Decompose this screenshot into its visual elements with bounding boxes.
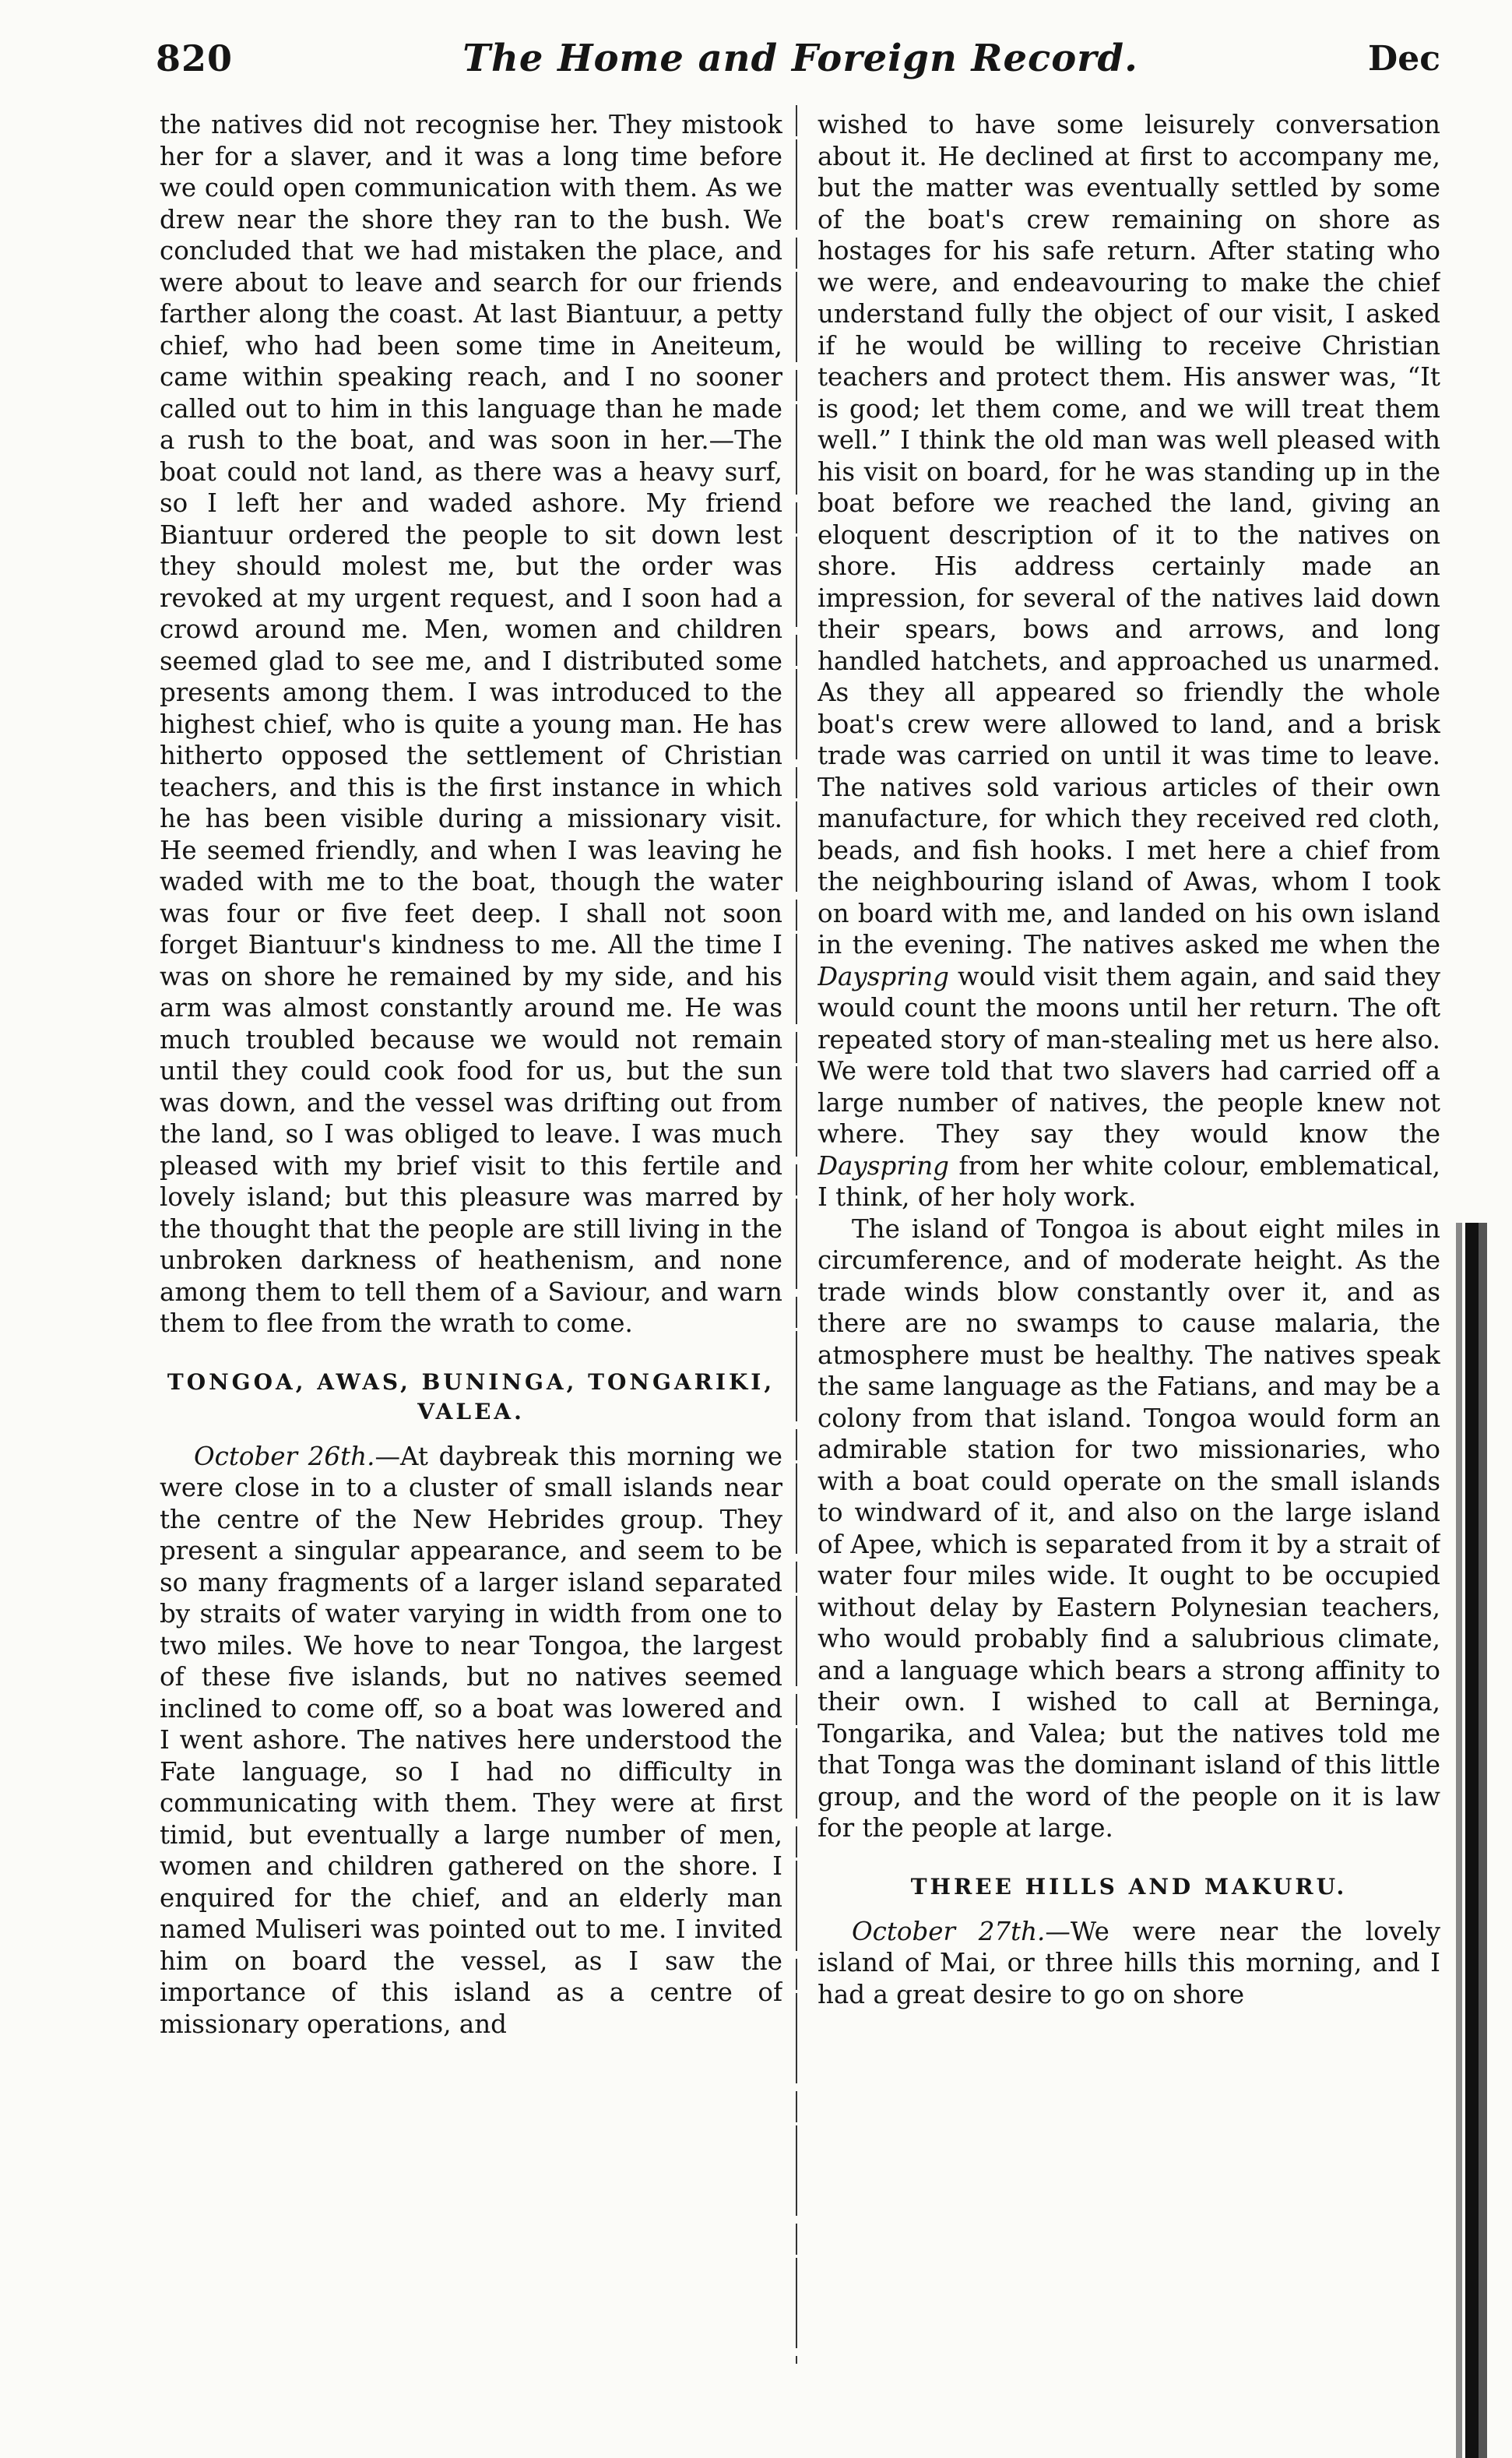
right-paragraph-1-part-c: from her white colour, emblematical, I think, of her holy work. xyxy=(818,1150,1440,1212)
section-heading-tongoa: TONGOA, AWAS, BUNINGA, TONGARIKI, VALEA. xyxy=(167,1368,775,1424)
month-abbreviation: Dec xyxy=(1368,38,1440,79)
page-header xyxy=(156,23,1440,93)
page-number: 820 xyxy=(156,37,234,79)
running-title: The Home and Foreign Record. xyxy=(462,37,1138,80)
right-column xyxy=(818,109,1440,2411)
ship-name-dayspring: Dayspring xyxy=(818,961,949,991)
date-october-27: October 27th. xyxy=(852,1916,1046,1946)
binding-edge xyxy=(1465,1223,1487,2458)
right-paragraph-3-body: —We were near the lovely island of Mai, or three hills this morning, and I had a great desire to go on shore xyxy=(818,1916,1440,2009)
binding-edge-shadow xyxy=(1456,1223,1462,2458)
date-october-26: October 26th. xyxy=(194,1441,375,1471)
left-paragraph-2 xyxy=(160,1441,782,2041)
section-heading-three-hills: THREE HILLS AND MAKURU. xyxy=(910,1873,1348,1900)
right-paragraph-1-part-b: would visit them again, and said they would count the moons until her return. The oft repeated story of man-stealing met us here also. We were told that two slavers had carried off a large number of natives, the people knew not where. They say they would know the xyxy=(818,961,1440,1149)
right-paragraph-1 xyxy=(818,109,1440,1213)
right-paragraph-2: The island of Tongoa is about eight miles in circumference, and of moderate height. As the trade winds blow constantly over it, and as there are no swamps to cause malaria, the atmosphere must be healthy. The natives speak the same language as the Fatians, and may be a colony from that island. Tongoa would form an admirable station for two missionaries, who with a boat could operate on the small islands to windward of it, and also on the large island of Apee, which is separated from it by a strait of water four miles wide. It ought to be occupied without delay by Eastern Polynesian teachers, who would probably find a salubrious climate, and a language which bears a strong affinity to their own. I wished to call at Berninga, Tongarika, and Valea; but the natives told me that Tonga was the dominant island of this little group, and the word of the people on it is law for the people at large. xyxy=(818,1213,1440,1843)
right-paragraph-1-part-a: wished to have some leisurely conversation about it. He declined at first to accompany me, but the matter was eventually settled by some of the boat's crew remaining on shore as hostages for his safe return. After stating who we were, and endeavouring to make the chief understand fully the object of our visit, I asked if he would be willing to receive Christian teachers and protect them. His answer was, “It is good; let them come, and we will treat them well.” I think the old man was well pleased with his visit on board, for he was standing up in the boat before we reached the land, giving an eloquent description of it to the natives on shore. His address certainly made an impression, for several of the natives laid down their spears, bows and arrows, and long handled hatchets, and approached us unarmed. As they all appeared so friendly the whole boat's crew were allowed to land, and a brisk trade was carried on until it was time to leave. The natives sold various articles of their own manufacture, for which they received red cloth, beads, and fish hooks. I met here a chief from the neighbouring island of Awas, whom I took on board with me, and landed on his own island in the evening. The natives asked me when the xyxy=(818,110,1440,960)
ship-name-dayspring-2: Dayspring xyxy=(818,1150,949,1181)
column-divider xyxy=(796,105,797,2364)
left-paragraph-2-body: —At daybreak this morning we were close in to a cluster of small islands near the centre of the New Hebrides group. They present a singular appearance, and seem to be so many fragments of a larger island separated by straits of water varying in width from one to two miles. We hove to near Tongoa, the largest of these five islands, but no natives seemed inclined to come off, so a boat was lowered and I went ashore. The natives here understood the Fate language, so I had no difficulty in communicating with them. They were at first timid, but eventually a large number of men, women and children gathered on the shore. I enquired for the chief, and an elderly man named Muliseri was pointed out to me. I invited him on board the vessel, as I saw the importance of this island as a centre of missionary operations, and xyxy=(160,1441,782,2039)
right-paragraph-3 xyxy=(818,1916,1440,2011)
left-column xyxy=(160,109,782,2411)
left-paragraph-1: the natives did not recognise her. They mistook her for a slaver, and it was a long time before we could open communication with them. As we drew near the shore they ran to the bush. We concluded that we had mistaken the place, and were about to leave and search for our friends farther along the coast. At last Biantuur, a petty chief, who had been some time in Aneiteum, came within speaking reach, and I no sooner called out to him in this language than he made a rush to the boat, and was soon in her.—The boat could not land, as there was a heavy surf, so I left her and waded ashore. My friend Biantuur ordered the people to sit down lest they should molest me, but the order was revoked at my urgent request, and I soon had a crowd around me. Men, women and children seemed glad to see me, and I distributed some presents among them. I was introduced to the highest chief, who is quite a young man. He has hitherto opposed the settlement of Christian teachers, and this is the first instance in which he has been visible during a missionary visit. He seemed friendly, and when I was leaving he waded with me to the boat, though the water was four or five feet deep. I shall not soon forget Biantuur's kindness to me. All the time I was on shore he remained by my side, and his arm was almost constantly around me. He was much troubled because we would not remain until they could cook food for us, but the sun was down, and the vessel was drifting out from the land, so I was obliged to leave. I was much pleased with my brief visit to this fertile and lovely island; but this pleasure was marred by the thought that the people are still living in the unbroken darkness of heathenism, and none among them to tell them of a Saviour, and warn them to flee from the wrath to come. xyxy=(160,110,782,1338)
